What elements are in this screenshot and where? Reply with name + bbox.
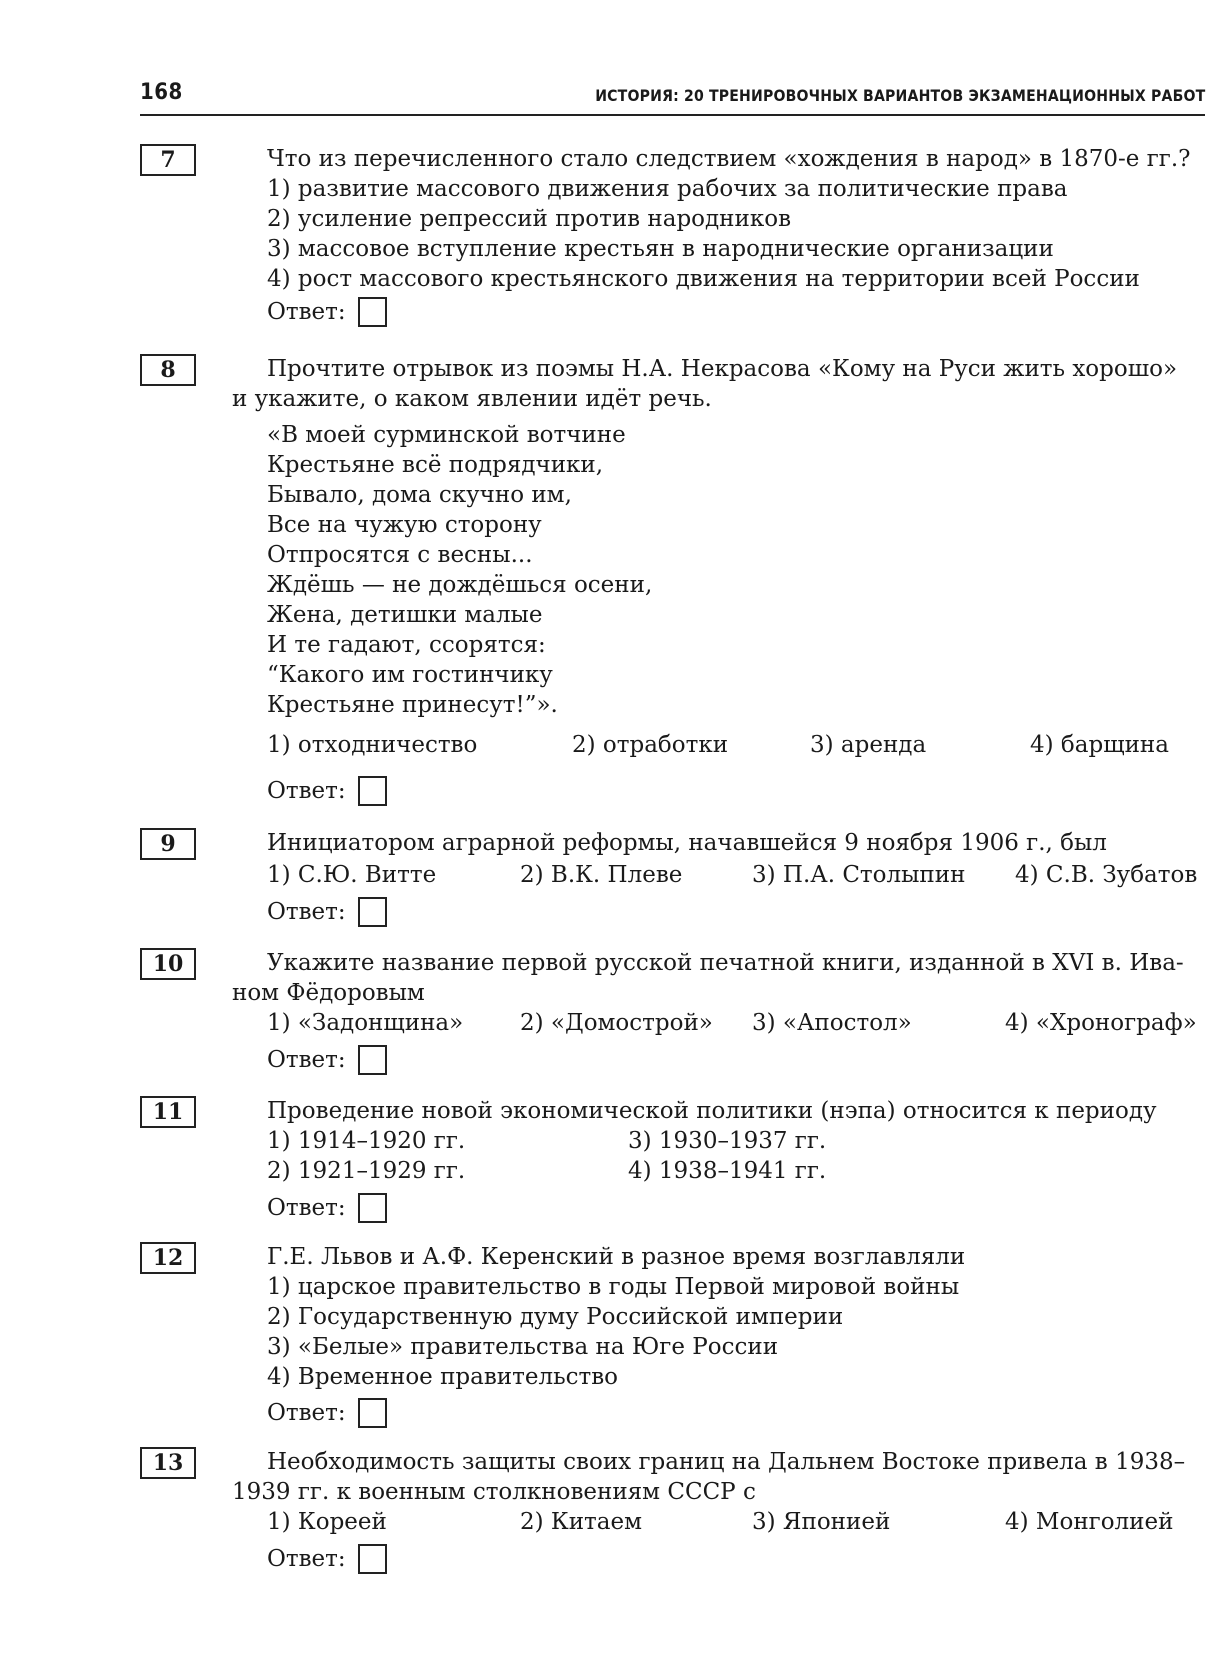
question-number: 13 bbox=[140, 1447, 196, 1479]
answer-label: Ответ: bbox=[267, 1400, 346, 1426]
answer-label: Ответ: bbox=[267, 1047, 346, 1073]
poem-line: Ждёшь — не дождёшься осени, bbox=[267, 572, 653, 598]
question-stem: Что из перечисленного стало следствием «хождения в народ» в 1870-е гг.? bbox=[267, 146, 1191, 172]
option: 3) массовое вступление крестьян в народнические организации bbox=[267, 236, 1054, 262]
answer-label: Ответ: bbox=[267, 1546, 346, 1572]
question-number: 10 bbox=[140, 948, 196, 980]
page-number: 168 bbox=[140, 80, 183, 105]
question-number: 7 bbox=[140, 144, 196, 176]
option: 4) рост массового крестьянского движения на территории всей России bbox=[267, 266, 1140, 292]
question-stem: Проведение новой экономической политики (нэпа) относится к периоду bbox=[267, 1098, 1157, 1124]
option: 1) царское правительство в годы Первой мировой войны bbox=[267, 1274, 960, 1300]
question-stem: Необходимость защиты своих границ на Дальнем Востоке привела в 1938– bbox=[267, 1449, 1186, 1475]
poem-line: Отпросятся с весны... bbox=[267, 542, 533, 568]
poem-line: “Какого им гостинчику bbox=[267, 662, 553, 688]
option: 2) «Домострой» bbox=[520, 1010, 713, 1036]
option: 1) развитие массового движения рабочих за политические права bbox=[267, 176, 1068, 202]
answer-box[interactable] bbox=[358, 297, 387, 327]
option: 1) отходничество bbox=[267, 732, 478, 758]
option: 4) барщина bbox=[1030, 732, 1169, 758]
option: 3) «Белые» правительства на Юге России bbox=[267, 1334, 779, 1360]
answer-row bbox=[267, 1543, 387, 1575]
option: 2) Государственную думу Российской империи bbox=[267, 1304, 844, 1330]
question-stem: Г.Е. Львов и А.Ф. Керенский в разное время возглавляли bbox=[267, 1244, 966, 1270]
question-number: 12 bbox=[140, 1242, 196, 1274]
poem-line: Жена, детишки малые bbox=[267, 602, 543, 628]
question-stem: Инициатором аграрной реформы, начавшейся 9 ноября 1906 г., был bbox=[267, 830, 1107, 856]
poem-line: «В моей сурминской вотчине bbox=[267, 422, 626, 448]
poem-line: И те гадают, ссорятся: bbox=[267, 632, 546, 658]
answer-row bbox=[267, 1192, 387, 1224]
question-stem-continued: и укажите, о каком явлении идёт речь. bbox=[232, 386, 712, 412]
answer-box[interactable] bbox=[358, 897, 387, 927]
poem-line: Крестьяне принесут!”». bbox=[267, 692, 558, 718]
question-stem-continued: 1939 гг. к военным столкновениям СССР с bbox=[232, 1479, 756, 1505]
option: 2) усиление репрессий против народников bbox=[267, 206, 792, 232]
answer-box[interactable] bbox=[358, 1193, 387, 1223]
poem-line: Все на чужую сторону bbox=[267, 512, 542, 538]
poem-line: Бывало, дома скучно им, bbox=[267, 482, 572, 508]
question-number: 9 bbox=[140, 828, 196, 860]
answer-box[interactable] bbox=[358, 1045, 387, 1075]
question-number: 8 bbox=[140, 354, 196, 386]
option: 1) С.Ю. Витте bbox=[267, 862, 437, 888]
option: 4) «Хронограф» bbox=[1005, 1010, 1197, 1036]
option: 2) отработки bbox=[572, 732, 729, 758]
answer-label: Ответ: bbox=[267, 1195, 346, 1221]
option: 3) Японией bbox=[752, 1509, 891, 1535]
option: 4) Монголией bbox=[1005, 1509, 1174, 1535]
option: 1) Кореей bbox=[267, 1509, 387, 1535]
poem-line: Крестьяне всё подрядчики, bbox=[267, 452, 604, 478]
answer-box[interactable] bbox=[358, 776, 387, 806]
answer-label: Ответ: bbox=[267, 899, 346, 925]
answer-label: Ответ: bbox=[267, 778, 346, 804]
question-stem: Укажите название первой русской печатной книги, изданной в XVI в. Ива- bbox=[267, 950, 1184, 976]
option: 1) 1914–1920 гг. bbox=[267, 1128, 466, 1154]
option: 3) «Апостол» bbox=[752, 1010, 912, 1036]
option: 2) 1921–1929 гг. bbox=[267, 1158, 466, 1184]
answer-row bbox=[267, 296, 387, 328]
option: 4) С.В. Зубатов bbox=[1015, 862, 1198, 888]
header-rule bbox=[140, 114, 1205, 116]
question-stem: Прочтите отрывок из поэмы Н.А. Некрасова «Кому на Руси жить хорошо» bbox=[267, 356, 1178, 382]
option: 3) П.А. Столыпин bbox=[752, 862, 966, 888]
option: 4) Временное правительство bbox=[267, 1364, 618, 1390]
option: 2) В.К. Плеве bbox=[520, 862, 683, 888]
option: 3) 1930–1937 гг. bbox=[628, 1128, 827, 1154]
answer-label: Ответ: bbox=[267, 299, 346, 325]
answer-row bbox=[267, 1044, 387, 1076]
option: 4) 1938–1941 гг. bbox=[628, 1158, 827, 1184]
answer-row bbox=[267, 1397, 387, 1429]
answer-box[interactable] bbox=[358, 1398, 387, 1428]
question-number: 11 bbox=[140, 1096, 196, 1128]
option: 2) Китаем bbox=[520, 1509, 642, 1535]
running-title: ИСТОРИЯ: 20 ТРЕНИРОВОЧНЫХ ВАРИАНТОВ ЭКЗАМЕНАЦИОННЫХ РАБОТ bbox=[594, 86, 1205, 105]
answer-row bbox=[267, 896, 387, 928]
question-stem-continued: ном Фёдоровым bbox=[232, 980, 425, 1006]
option: 3) аренда bbox=[810, 732, 927, 758]
answer-row bbox=[267, 775, 387, 807]
option: 1) «Задонщина» bbox=[267, 1010, 464, 1036]
answer-box[interactable] bbox=[358, 1544, 387, 1574]
